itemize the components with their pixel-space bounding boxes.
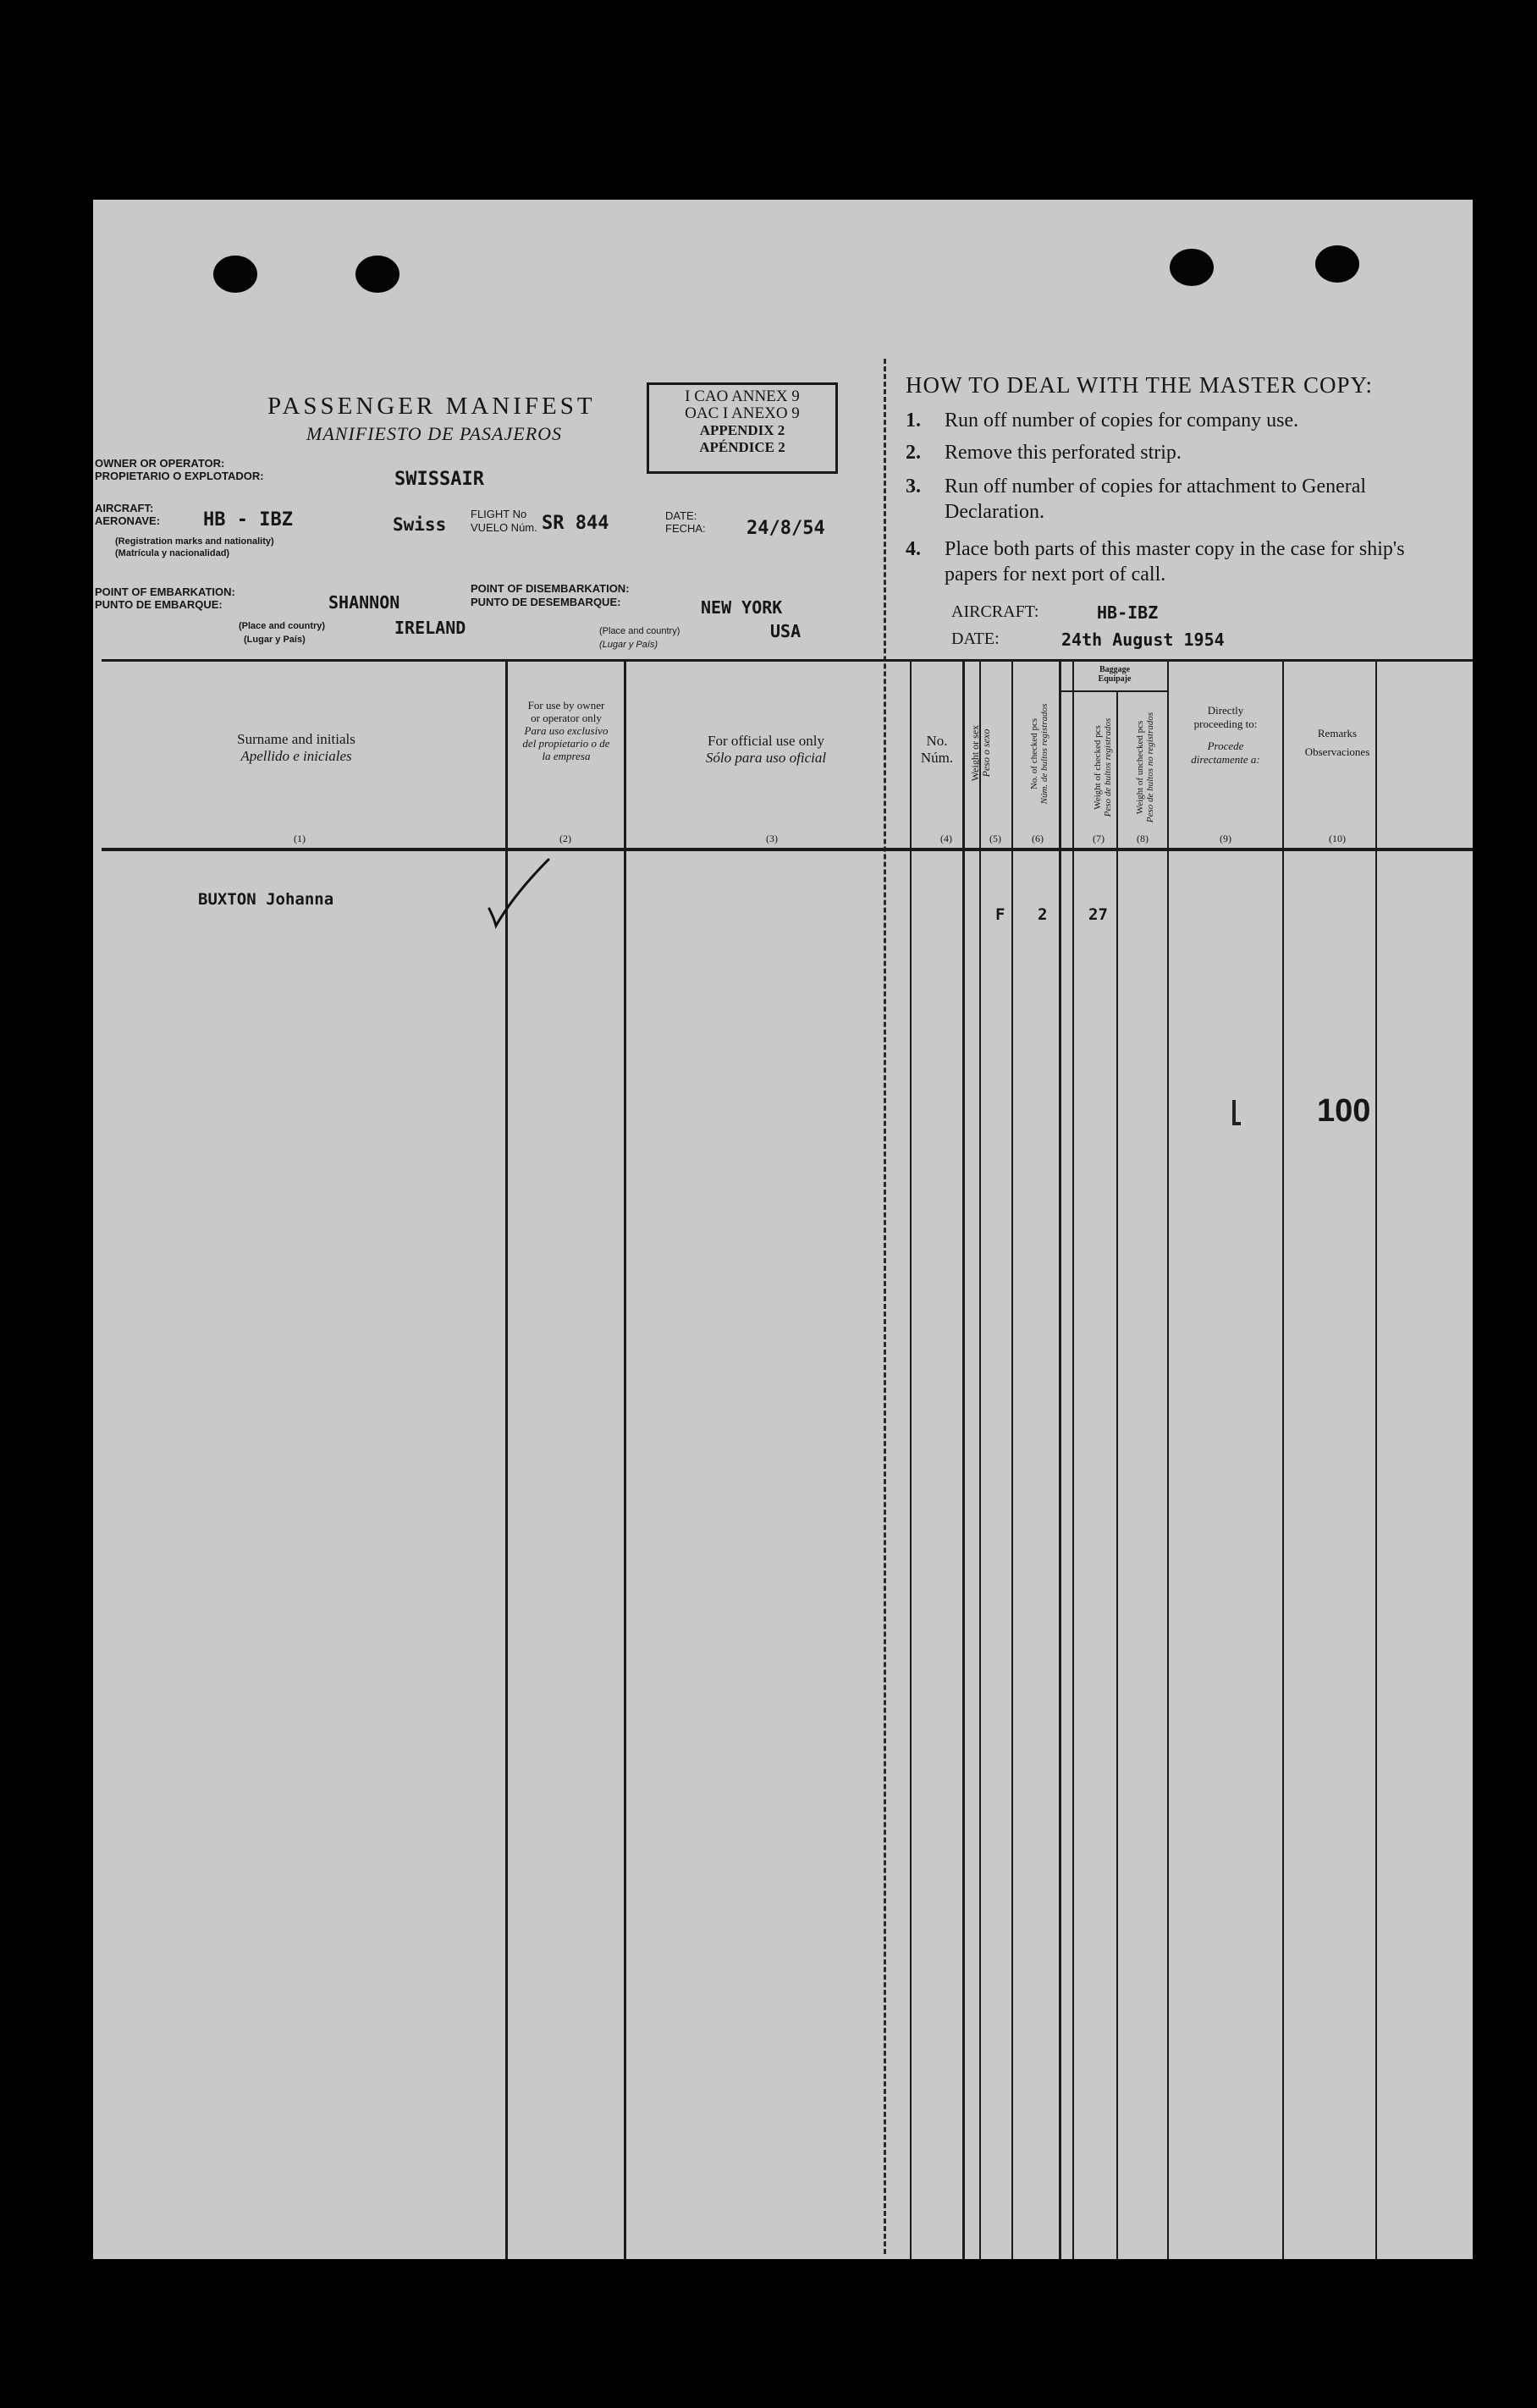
instructions-date-label: DATE: bbox=[951, 629, 1000, 648]
manifest-sheet bbox=[93, 200, 1473, 2259]
instruction-item bbox=[906, 536, 1447, 589]
owner-value: SWISSAIR bbox=[394, 469, 484, 490]
embarkation-place: SHANNON bbox=[328, 592, 400, 613]
annex-line: APPENDIX 2 bbox=[699, 422, 785, 438]
col7-header-en: Weight of checked pcs bbox=[1093, 725, 1103, 810]
instruction-item bbox=[906, 474, 1447, 526]
col4-header-en: No. bbox=[926, 733, 948, 749]
owner-label-en: OWNER OR OPERATOR: bbox=[95, 457, 225, 470]
punch-hole bbox=[1315, 245, 1359, 283]
instruction-text: Remove this perforated strip. bbox=[945, 442, 1182, 464]
instruction-num: 1. bbox=[906, 410, 921, 432]
col7-header-es: Peso de bultos registrados bbox=[1103, 717, 1113, 817]
column-line bbox=[1116, 692, 1118, 2259]
passenger-pieces: 2 bbox=[1038, 905, 1048, 924]
aircraft-note-en: (Registration marks and nationality) bbox=[115, 536, 274, 547]
col8-header-es: Peso de bultos no registrados bbox=[1145, 712, 1155, 823]
instruction-text: Run off number of copies for company use. bbox=[945, 410, 1299, 432]
instruction-item bbox=[906, 440, 1447, 465]
col1-number: (1) bbox=[294, 833, 306, 844]
col9-header-es: Procede directamente a: bbox=[1191, 739, 1260, 766]
passenger-weight: 27 bbox=[1088, 905, 1108, 924]
column-line bbox=[1282, 662, 1284, 2259]
checkmark-icon bbox=[477, 856, 562, 941]
col3-header-es: Sólo para uso oficial bbox=[705, 750, 827, 766]
embarkation-label-en: POINT OF EMBARKATION: bbox=[95, 586, 235, 598]
col1-header-es: Apellido e iniciales bbox=[240, 748, 352, 764]
punch-hole bbox=[213, 256, 257, 293]
table-header-rule bbox=[102, 848, 1473, 851]
col6-header-en: No. of checked pcs bbox=[1029, 717, 1039, 790]
perforation-line bbox=[884, 359, 886, 2254]
table-top-rule bbox=[102, 659, 1473, 662]
col2-header-es: Para uso exclusivo del propietario o de la empresa bbox=[522, 724, 610, 762]
column-line bbox=[1072, 662, 1074, 2259]
col3-header bbox=[635, 733, 897, 767]
column-line bbox=[979, 662, 981, 2259]
col3-number: (3) bbox=[766, 833, 778, 844]
disembarkation-place: NEW YORK bbox=[701, 597, 783, 618]
col4-number: (4) bbox=[940, 833, 952, 844]
passenger-name: BUXTON Johanna bbox=[198, 890, 334, 909]
col1-header bbox=[161, 731, 432, 765]
owner-label-es: PROPIETARIO O EXPLOTADOR: bbox=[95, 470, 264, 482]
col8-number: (8) bbox=[1137, 833, 1149, 844]
aircraft-value: HB - IBZ bbox=[203, 509, 293, 531]
col7-header bbox=[1093, 708, 1115, 827]
column-line bbox=[910, 662, 912, 2259]
col8-header bbox=[1135, 708, 1157, 827]
col2-header bbox=[508, 699, 625, 762]
disembarkation-note-es: (Lugar y País) bbox=[599, 640, 658, 650]
passenger-sex: F bbox=[995, 905, 1005, 924]
col5-header bbox=[970, 702, 990, 804]
aircraft-label-en: AIRCRAFT: bbox=[95, 502, 154, 514]
page-title: PASSENGER MANIFEST bbox=[267, 393, 596, 420]
col9-number: (9) bbox=[1220, 833, 1231, 844]
col5-header-es: Peso o sexo bbox=[980, 728, 992, 778]
col6-number: (6) bbox=[1032, 833, 1044, 844]
instruction-item bbox=[906, 408, 1447, 433]
instructions-date-value: 24th August 1954 bbox=[1061, 629, 1225, 650]
embarkation-label-es: PUNTO DE EMBARQUE: bbox=[95, 598, 223, 611]
column-line bbox=[1011, 662, 1013, 2259]
instructions-heading: HOW TO DEAL WITH THE MASTER COPY: bbox=[906, 372, 1374, 398]
col10-number: (10) bbox=[1329, 833, 1346, 844]
column-line bbox=[962, 662, 965, 2259]
date-value: 24/8/54 bbox=[746, 518, 825, 539]
annex-box bbox=[647, 382, 838, 474]
col8-header-en: Weight of unchecked pcs bbox=[1135, 720, 1145, 815]
column-line bbox=[1059, 662, 1061, 2259]
embarkation-country: IRELAND bbox=[394, 618, 466, 638]
disembarkation-note-en: (Place and country) bbox=[599, 626, 680, 636]
col4-header-es: Núm. bbox=[920, 750, 954, 766]
col5-header-en: Weight or sex bbox=[969, 724, 981, 782]
embarkation-note-es: (Lugar y País) bbox=[244, 635, 306, 645]
col4-header bbox=[912, 733, 961, 767]
flight-label-es: VUELO Núm. bbox=[471, 521, 537, 534]
col9-header bbox=[1171, 704, 1280, 767]
aircraft-label-es: AERONAVE: bbox=[95, 514, 161, 527]
col3-header-en: For official use only bbox=[707, 733, 825, 749]
col10-header-en: Remarks bbox=[1317, 727, 1358, 739]
flight-value: SR 844 bbox=[542, 513, 609, 534]
punch-hole bbox=[1170, 249, 1214, 286]
col6-header bbox=[1029, 699, 1051, 809]
instruction-text: Run off number of copies for attachment to General Declaration. bbox=[945, 476, 1367, 523]
disembarkation-country: USA bbox=[770, 621, 802, 641]
column-line bbox=[1167, 662, 1169, 2259]
baggage-header-es: Equipaje bbox=[1098, 674, 1132, 684]
page-subtitle: MANIFIESTO DE PASAJEROS bbox=[306, 423, 563, 444]
instructions-aircraft-label: AIRCRAFT: bbox=[951, 602, 1039, 621]
baggage-header-en: Baggage bbox=[1099, 665, 1131, 674]
instruction-num: 3. bbox=[906, 476, 921, 498]
annotation-number: 100 bbox=[1317, 1093, 1371, 1129]
col10-header-es: Observaciones bbox=[1304, 745, 1370, 758]
embarkation-note-en: (Place and country) bbox=[239, 621, 326, 631]
annotation-mark bbox=[1232, 1122, 1241, 1125]
instructions-aircraft-value: HB-IBZ bbox=[1097, 602, 1159, 623]
date-label-es: FECHA: bbox=[665, 522, 706, 535]
col2-header-en: For use by owner or operator only bbox=[527, 699, 605, 724]
punch-hole bbox=[355, 256, 399, 293]
col2-number: (2) bbox=[559, 833, 571, 844]
instruction-text: Place both parts of this master copy in the case for ship's papers for next port of call. bbox=[945, 538, 1405, 586]
baggage-header-rule bbox=[1059, 690, 1169, 692]
instruction-num: 4. bbox=[906, 538, 921, 560]
aircraft-note-es: (Matrícula y nacionalidad) bbox=[115, 548, 230, 558]
annex-line: I CAO ANNEX 9 bbox=[685, 388, 800, 405]
flight-label-en: FLIGHT No bbox=[471, 508, 527, 520]
col6-header-es: Núm. de bultos registrados bbox=[1039, 703, 1049, 805]
baggage-header bbox=[1061, 665, 1168, 684]
col5-number: (5) bbox=[989, 833, 1001, 844]
date-label-en: DATE: bbox=[665, 509, 697, 522]
col1-header-en: Surname and initials bbox=[237, 731, 355, 747]
column-line bbox=[624, 662, 626, 2259]
column-line bbox=[1375, 662, 1377, 2259]
col9-header-en: Directly proceeding to: bbox=[1193, 704, 1258, 730]
nationality-value: Swiss bbox=[393, 514, 447, 535]
col7-number: (7) bbox=[1093, 833, 1105, 844]
disembarkation-label-es: PUNTO DE DESEMBARQUE: bbox=[471, 596, 621, 608]
instruction-num: 2. bbox=[906, 442, 921, 464]
annex-line: APÉNDICE 2 bbox=[699, 439, 785, 455]
annex-line: OAC I ANEXO 9 bbox=[685, 404, 800, 422]
disembarkation-label-en: POINT OF DISEMBARKATION: bbox=[471, 582, 630, 595]
col10-header bbox=[1286, 724, 1388, 761]
